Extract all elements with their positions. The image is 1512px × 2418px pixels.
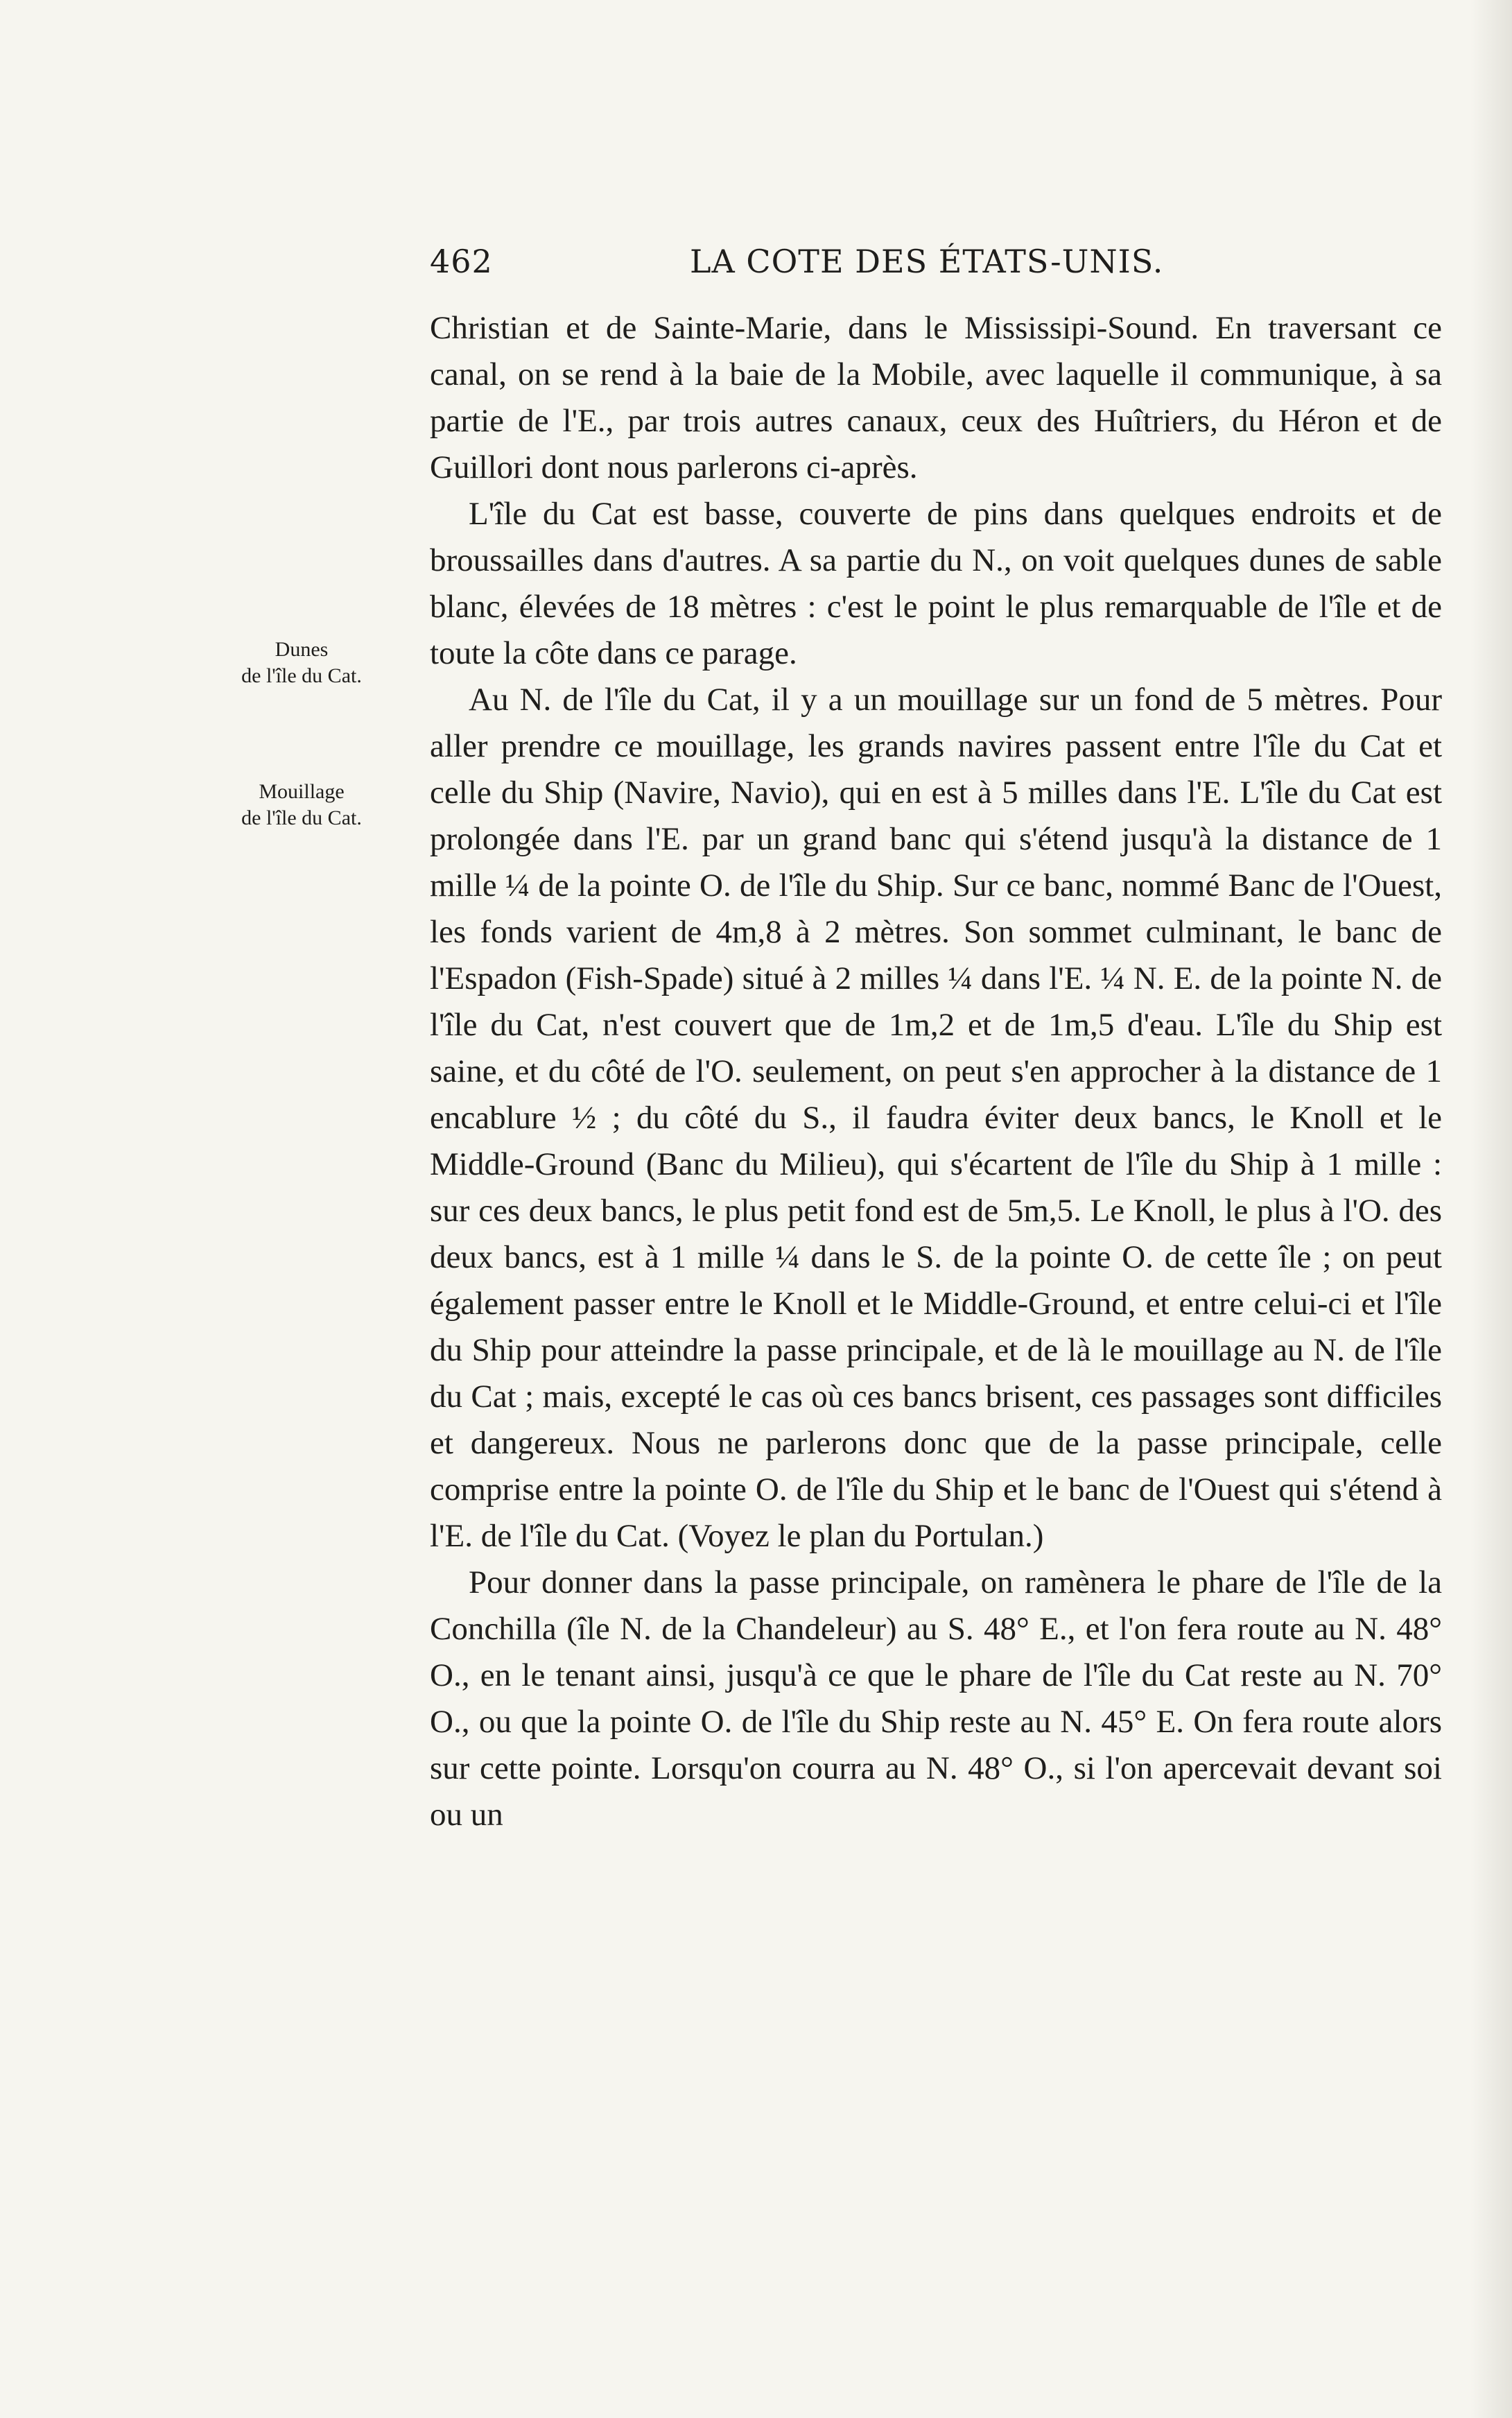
page-edge-shadow xyxy=(1470,0,1512,2418)
running-title: LA COTE DES ÉTATS-UNIS. xyxy=(690,243,1164,280)
running-header xyxy=(430,243,1442,284)
paragraph: Au N. de l'île du Cat, il y a un mouillage sur un fond de 5 mètres. Pour aller prendre ce mouillage, les grands navires passent entre l'île du Cat et celle du Ship (Navire, Navio), qui en est à 5 milles dans l'E. L'île du Cat est prolongée dans l'E. par un grand banc qui s'étend jusqu'à la distance de 1 mille ¼ de la pointe O. de l'île du Ship. Sur ce banc, nommé Banc de l'Ouest, les fonds varient de 4m,8 à 2 mètres. Son sommet culminant, le banc de l'Espadon (Fish-Spade) situé à 2 milles ¼ dans l'E. ¼ N. E. de la pointe N. de l'île du Cat, n'est couvert que de 1m,2 et de 1m,5 d'eau. L'île du Ship est saine, et du côté de l'O. seulement, on peut s'en approcher à la distance de 1 encablure ½ ; du côté du S., il faudra éviter deux bancs, le Knoll et le Middle-Ground (Banc du Milieu), qui s'écartent de l'île du Ship à 1 mille : sur ces deux bancs, le plus petit fond est de 5m,5. Le Knoll, le plus à l'O. des deux bancs, est à 1 mille ¼ dans le S. de la pointe O. de cette île ; on peut également passer entre le Knoll et le Middle-Ground, et entre celui-ci et l'île du Ship pour atteindre la passe principale, et de là le mouillage au N. de l'île du Cat ; mais, excepté le cas où ces bancs brisent, ces passages sont difficiles et dangereux. Nous ne parlerons donc que de la passe principale, celle comprise entre la pointe O. de l'île du Ship et le banc de l'Ouest qui s'étend à l'E. de l'île du Cat. (Voyez le plan du Portulan.) xyxy=(430,682,1442,1554)
paragraph: L'île du Cat est basse, couverte de pins dans quelques endroits et de broussailles dans d'autres. A sa partie du N., on voit quelques dunes de sable blanc, élevées de 18 mètres : c'est le point le plus remarquable de l'île et de toute la côte dans ce parage. xyxy=(430,496,1442,671)
marginal-note-line: Dunes xyxy=(275,638,329,661)
paragraph: Pour donner dans la passe principale, on ramènera le phare de l'île de la Conchilla (île N. de la Chandeleur) au S. 48° E., et l'on fera route au N. 48° O., en le tenant ainsi, jusqu'à ce que le phare de l'île du Cat reste au N. 70° O., ou que la pointe O. de l'île du Ship reste au N. 45° E. On fera route alors sur cette pointe. Lorsqu'on courra au N. 48° O., si l'on apercevait devant soi ou un xyxy=(430,1564,1442,1833)
marginal-note-line: de l'île du Cat. xyxy=(241,806,362,829)
page-number: 462 xyxy=(430,243,493,280)
body-text xyxy=(430,305,1442,1838)
marginal-note-dunes xyxy=(201,637,402,689)
marginal-note-mouillage xyxy=(201,779,402,831)
marginal-note-line: Mouillage xyxy=(259,780,345,803)
marginal-note-line: de l'île du Cat. xyxy=(241,664,362,687)
paragraph: Christian et de Sainte-Marie, dans le Mississipi-Sound. En traversant ce canal, on se rend à la baie de la Mobile, avec laquelle il communique, à sa partie de l'E., par trois autres canaux, ceux des Huîtriers, du Héron et de Guillori dont nous parlerons ci-après. xyxy=(430,310,1442,485)
